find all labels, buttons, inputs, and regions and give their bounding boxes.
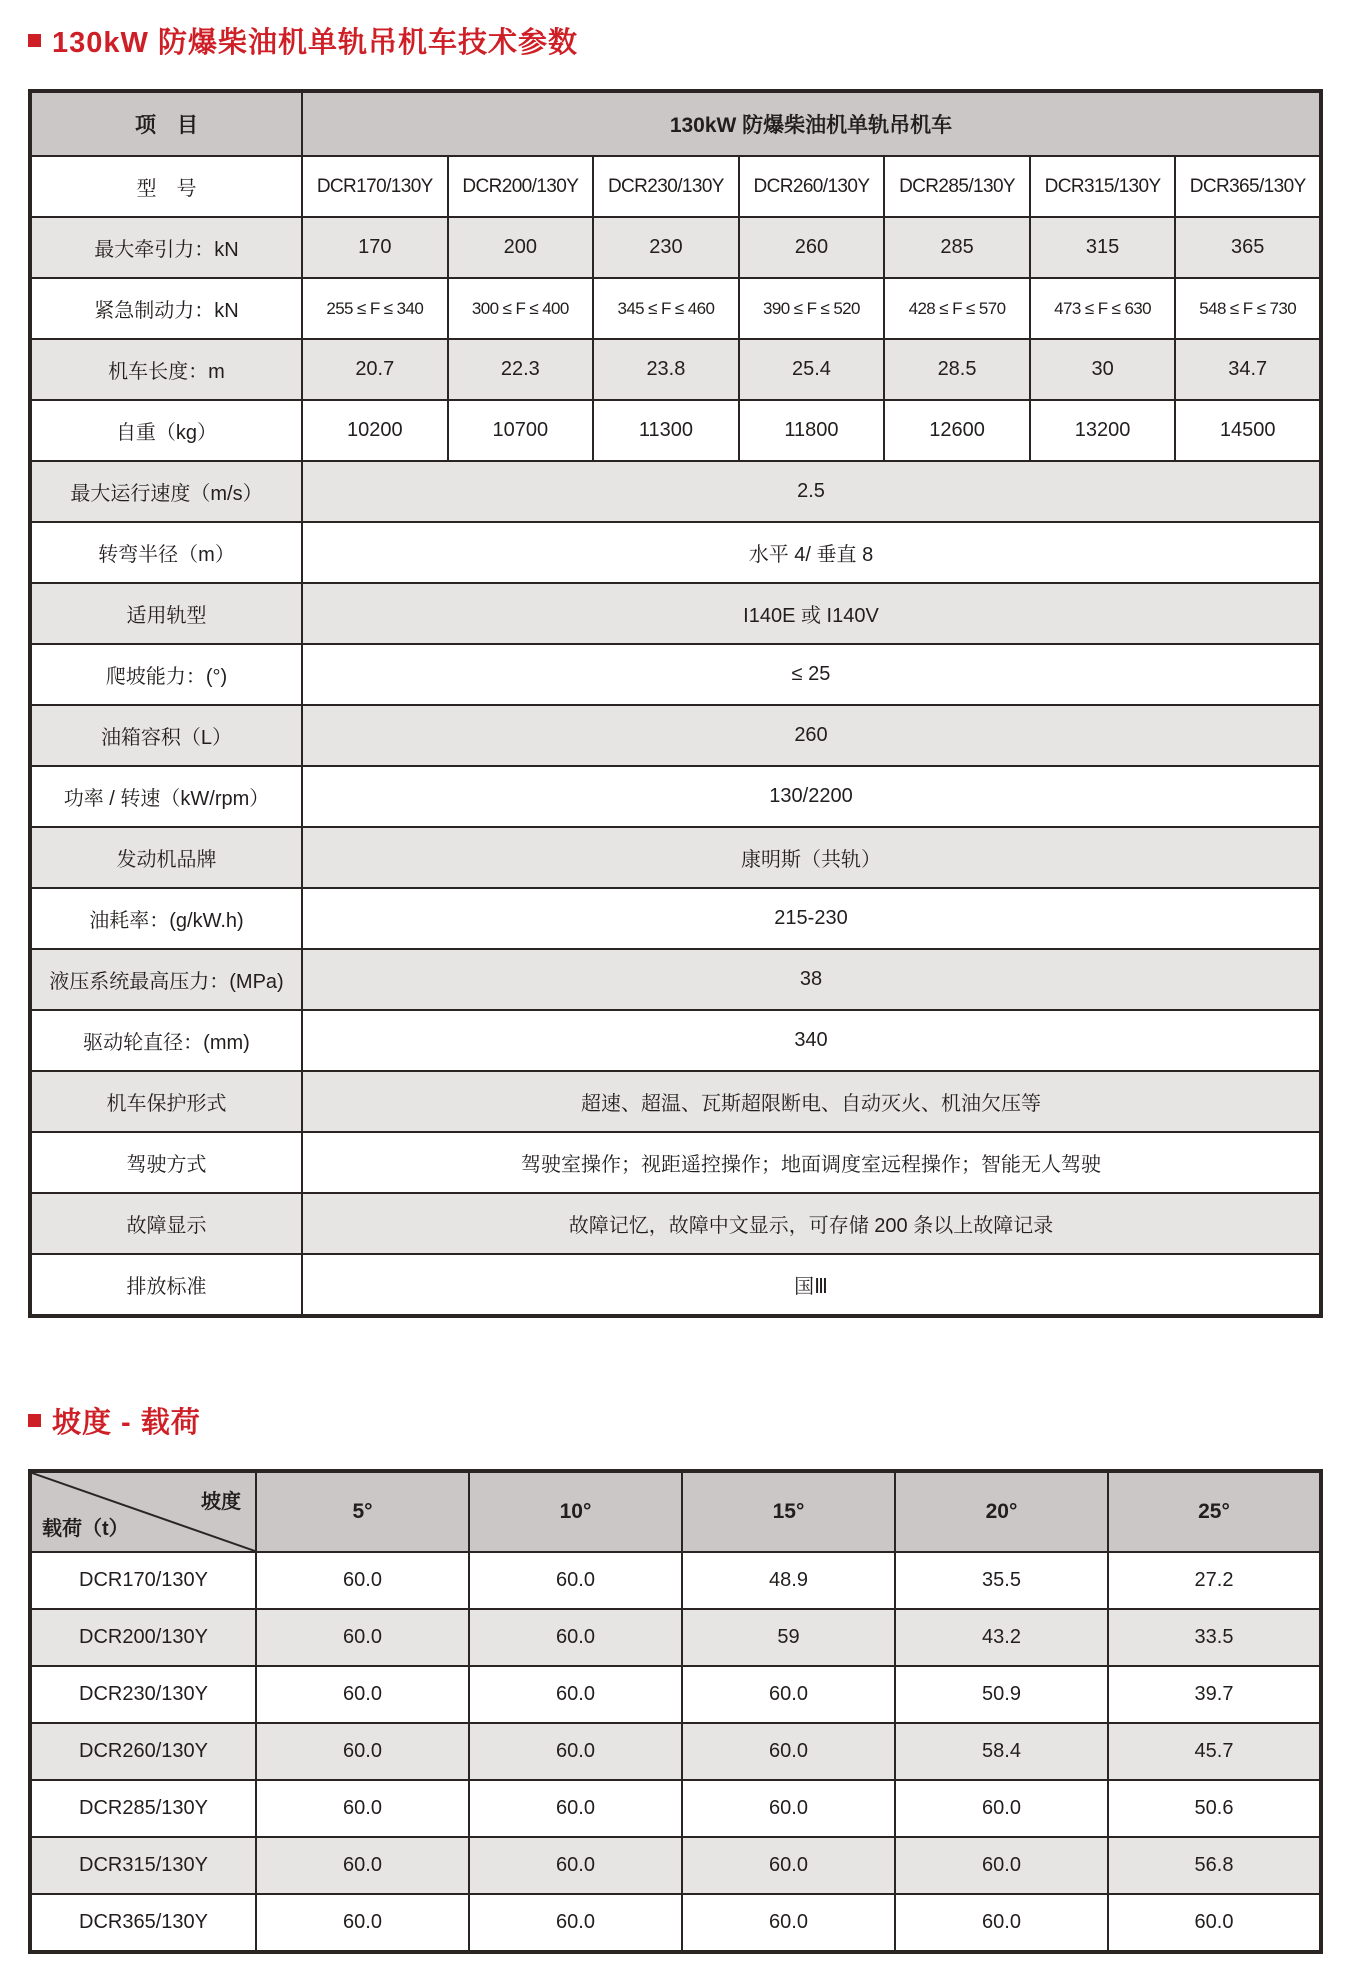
row-label: 最大运行速度（m/s）	[30, 461, 302, 522]
merged-value-cell: 超速、超温、瓦斯超限断电、自动灭火、机油欠压等	[302, 1071, 1321, 1132]
row-label: 排放标准	[30, 1254, 302, 1316]
load-row	[30, 1780, 1321, 1837]
row-label: 机车保护形式	[30, 1071, 302, 1132]
row-label: 发动机品牌	[30, 827, 302, 888]
load-row	[30, 1552, 1321, 1609]
diagonal-header-cell	[30, 1471, 256, 1552]
spec-table	[28, 89, 1323, 1318]
value-cell: 11800	[739, 400, 885, 461]
value-cell: 20.7	[302, 339, 448, 400]
merged-row-gradeability	[30, 644, 1321, 705]
model-label: DCR365/130Y	[30, 1894, 256, 1952]
spec-row-braking	[30, 278, 1321, 339]
merged-row-driving-mode	[30, 1132, 1321, 1193]
value-cell: 34.7	[1175, 339, 1321, 400]
merged-row-fuel-consumption	[30, 888, 1321, 949]
red-square-bullet-icon	[28, 1414, 41, 1427]
row-label: 机车长度：m	[30, 339, 302, 400]
value-cell: 365	[1175, 217, 1321, 278]
value-cell: 23.8	[593, 339, 739, 400]
merged-row-drive-wheel	[30, 1010, 1321, 1071]
merged-row-speed	[30, 461, 1321, 522]
model-cell: DCR315/130Y	[1030, 156, 1176, 217]
grade-load-header-row	[30, 1471, 1321, 1552]
merged-value-cell: 38	[302, 949, 1321, 1010]
load-cell: 35.5	[895, 1552, 1108, 1609]
value-cell: 30	[1030, 339, 1176, 400]
row-label: 紧急制动力：kN	[30, 278, 302, 339]
merged-value-cell: 260	[302, 705, 1321, 766]
grade-column-header: 5°	[256, 1471, 469, 1552]
load-row	[30, 1837, 1321, 1894]
spec-row-traction	[30, 217, 1321, 278]
group-header-cell: 130kW 防爆柴油机单轨吊机车	[302, 91, 1321, 156]
load-cell: 60.0	[469, 1780, 682, 1837]
section2-title-text: 坡度 - 载荷	[52, 1407, 201, 1439]
merged-row-hydraulic-pressure	[30, 949, 1321, 1010]
merged-value-cell: ≤ 25	[302, 644, 1321, 705]
load-cell: 60.0	[895, 1780, 1108, 1837]
model-label: DCR200/130Y	[30, 1609, 256, 1666]
merged-value-cell: 130/2200	[302, 766, 1321, 827]
load-cell: 33.5	[1108, 1609, 1321, 1666]
load-cell: 60.0	[895, 1894, 1108, 1952]
load-row	[30, 1666, 1321, 1723]
diagonal-label-load: 载荷（t）	[42, 1518, 129, 1540]
row-label: 故障显示	[30, 1193, 302, 1254]
load-cell: 60.0	[469, 1609, 682, 1666]
row-label: 油耗率：(g/kW.h)	[30, 888, 302, 949]
load-row	[30, 1894, 1321, 1952]
grade-column-header: 15°	[682, 1471, 895, 1552]
load-cell: 60.0	[682, 1666, 895, 1723]
red-square-bullet-icon	[28, 34, 41, 47]
load-cell: 50.9	[895, 1666, 1108, 1723]
load-cell: 60.0	[682, 1837, 895, 1894]
load-cell: 60.0	[256, 1666, 469, 1723]
corner-header-cell: 项 目	[30, 91, 302, 156]
model-label: DCR230/130Y	[30, 1666, 256, 1723]
value-cell: 315	[1030, 217, 1176, 278]
load-cell: 60.0	[256, 1723, 469, 1780]
load-cell: 58.4	[895, 1723, 1108, 1780]
load-cell: 60.0	[469, 1837, 682, 1894]
diagonal-label-grade: 坡度	[201, 1491, 241, 1513]
model-cell: DCR365/130Y	[1175, 156, 1321, 217]
spec-table-header-row	[30, 91, 1321, 156]
value-cell: 255 ≤ F ≤ 340	[302, 278, 448, 339]
value-cell: 28.5	[884, 339, 1030, 400]
section2-title	[28, 1400, 1323, 1441]
load-cell: 48.9	[682, 1552, 895, 1609]
value-cell: 12600	[884, 400, 1030, 461]
grade-column-header: 25°	[1108, 1471, 1321, 1552]
load-cell: 59	[682, 1609, 895, 1666]
load-cell: 27.2	[1108, 1552, 1321, 1609]
merged-value-cell: I140E 或 I140V	[302, 583, 1321, 644]
row-label: 适用轨型	[30, 583, 302, 644]
value-cell: 25.4	[739, 339, 885, 400]
grade-column-header: 20°	[895, 1471, 1108, 1552]
value-cell: 390 ≤ F ≤ 520	[739, 278, 885, 339]
merged-value-cell: 驾驶室操作；视距遥控操作；地面调度室远程操作；智能无人驾驶	[302, 1132, 1321, 1193]
row-label: 转弯半径（m）	[30, 522, 302, 583]
model-label: DCR285/130Y	[30, 1780, 256, 1837]
model-row	[30, 156, 1321, 217]
grade-column-header: 10°	[469, 1471, 682, 1552]
model-cell: DCR200/130Y	[448, 156, 594, 217]
load-cell: 60.0	[469, 1723, 682, 1780]
value-cell: 10700	[448, 400, 594, 461]
load-cell: 56.8	[1108, 1837, 1321, 1894]
model-cell: DCR285/130Y	[884, 156, 1030, 217]
load-cell: 43.2	[895, 1609, 1108, 1666]
row-label: 最大牵引力：kN	[30, 217, 302, 278]
merged-value-cell: 康明斯（共轨）	[302, 827, 1321, 888]
row-label: 自重（kg）	[30, 400, 302, 461]
load-cell: 60.0	[682, 1780, 895, 1837]
value-cell: 11300	[593, 400, 739, 461]
row-label: 驾驶方式	[30, 1132, 302, 1193]
merged-row-emission	[30, 1254, 1321, 1316]
value-cell: 10200	[302, 400, 448, 461]
section1-title-text: 130kW 防爆柴油机单轨吊机车技术参数	[52, 27, 578, 59]
value-cell: 428 ≤ F ≤ 570	[884, 278, 1030, 339]
load-row	[30, 1723, 1321, 1780]
value-cell: 300 ≤ F ≤ 400	[448, 278, 594, 339]
load-cell: 60.0	[682, 1894, 895, 1952]
merged-value-cell: 215-230	[302, 888, 1321, 949]
spec-row-weight	[30, 400, 1321, 461]
merged-value-cell: 340	[302, 1010, 1321, 1071]
value-cell: 170	[302, 217, 448, 278]
model-label: DCR170/130Y	[30, 1552, 256, 1609]
row-label: 驱动轮直径：(mm)	[30, 1010, 302, 1071]
model-label: DCR260/130Y	[30, 1723, 256, 1780]
value-cell: 260	[739, 217, 885, 278]
merged-value-cell: 2.5	[302, 461, 1321, 522]
merged-value-cell: 国Ⅲ	[302, 1254, 1321, 1316]
load-cell: 60.0	[469, 1552, 682, 1609]
merged-value-cell: 水平 4/ 垂直 8	[302, 522, 1321, 583]
load-cell: 60.0	[469, 1666, 682, 1723]
value-cell: 285	[884, 217, 1030, 278]
row-label: 爬坡能力：(°)	[30, 644, 302, 705]
model-cell: DCR230/130Y	[593, 156, 739, 217]
load-cell: 60.0	[256, 1837, 469, 1894]
load-cell: 50.6	[1108, 1780, 1321, 1837]
row-label: 油箱容积（L）	[30, 705, 302, 766]
load-cell: 60.0	[895, 1837, 1108, 1894]
value-cell: 548 ≤ F ≤ 730	[1175, 278, 1321, 339]
load-cell: 39.7	[1108, 1666, 1321, 1723]
grade-load-table	[28, 1469, 1323, 1954]
merged-row-rail-type	[30, 583, 1321, 644]
merged-row-power-speed	[30, 766, 1321, 827]
value-cell: 14500	[1175, 400, 1321, 461]
value-cell: 22.3	[448, 339, 594, 400]
load-cell: 60.0	[256, 1780, 469, 1837]
load-cell: 60.0	[469, 1894, 682, 1952]
load-cell: 60.0	[256, 1894, 469, 1952]
merged-row-engine-brand	[30, 827, 1321, 888]
value-cell: 345 ≤ F ≤ 460	[593, 278, 739, 339]
merged-value-cell: 故障记忆，故障中文显示，可存储 200 条以上故障记录	[302, 1193, 1321, 1254]
value-cell: 200	[448, 217, 594, 278]
load-cell: 60.0	[256, 1552, 469, 1609]
model-cell: DCR260/130Y	[739, 156, 885, 217]
merged-row-fault-display	[30, 1193, 1321, 1254]
value-cell: 473 ≤ F ≤ 630	[1030, 278, 1176, 339]
value-cell: 230	[593, 217, 739, 278]
row-label: 功率 / 转速（kW/rpm）	[30, 766, 302, 827]
section1-title	[28, 20, 1323, 61]
row-label: 型 号	[30, 156, 302, 217]
load-row	[30, 1609, 1321, 1666]
merged-row-fuel-tank	[30, 705, 1321, 766]
merged-row-turn-radius	[30, 522, 1321, 583]
load-cell: 60.0	[1108, 1894, 1321, 1952]
model-label: DCR315/130Y	[30, 1837, 256, 1894]
merged-row-protection	[30, 1071, 1321, 1132]
model-cell: DCR170/130Y	[302, 156, 448, 217]
row-label: 液压系统最高压力：(MPa)	[30, 949, 302, 1010]
load-cell: 60.0	[256, 1609, 469, 1666]
load-cell: 60.0	[682, 1723, 895, 1780]
load-cell: 45.7	[1108, 1723, 1321, 1780]
spec-row-length	[30, 339, 1321, 400]
value-cell: 13200	[1030, 400, 1176, 461]
